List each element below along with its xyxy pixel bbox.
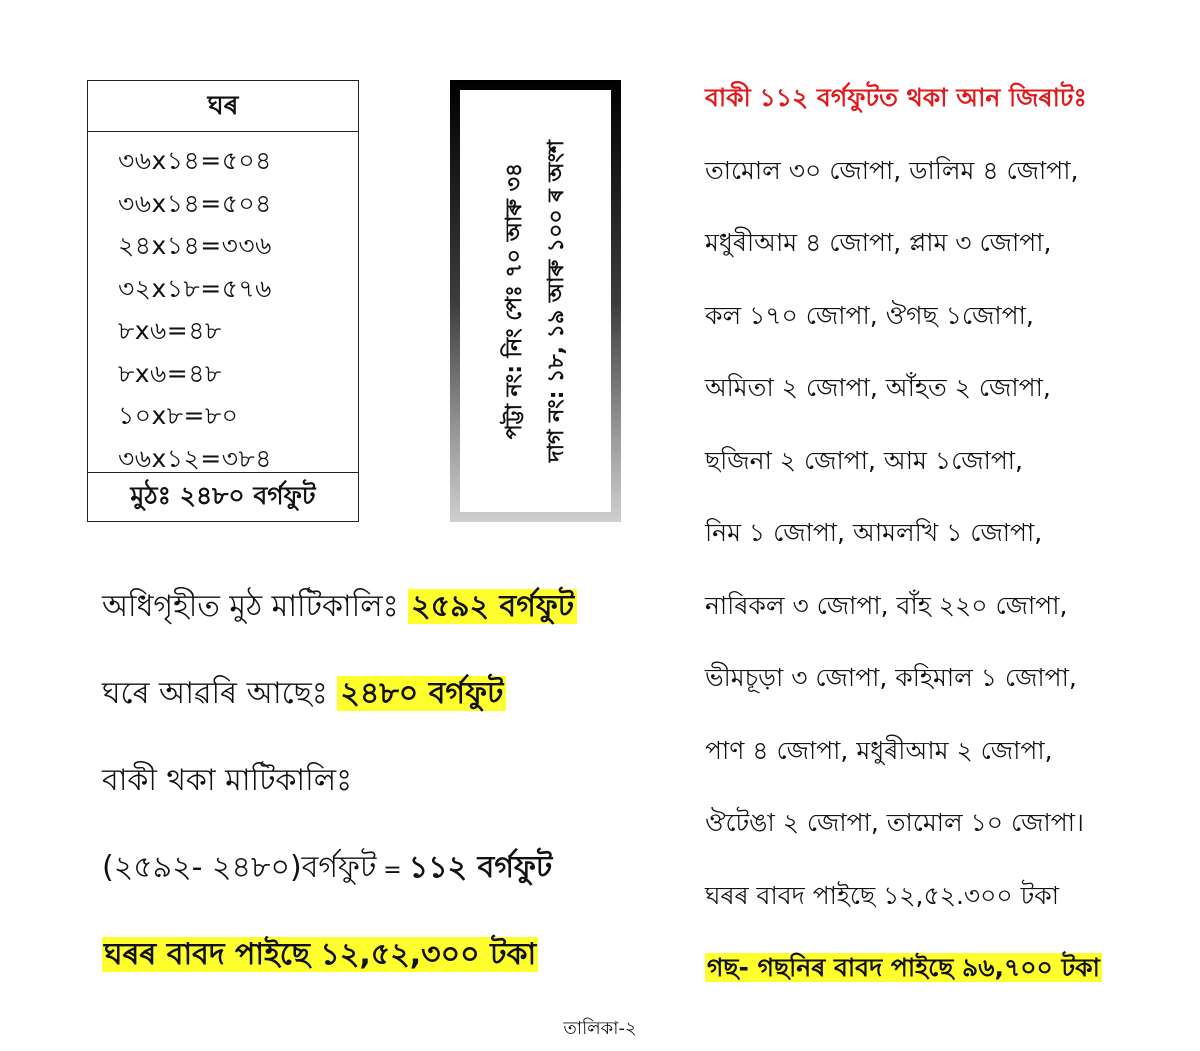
house-payment-line [102,937,622,972]
house-table-row: ২৪x১৪=৩৩৬ [118,231,272,260]
acquired-area-value: ২৫৯২ বৰ্গফুট [408,589,577,624]
trees-line: কল ১৭০ জোপা, ঔগছ ১জোপা, [705,300,1034,330]
tree-payment-line [705,950,1175,986]
plot-dag-line: দাগ নং: ১৮, ১৯ আৰু ১০০ ৰ অংশ [543,140,569,462]
remaining-area-calc [102,850,622,885]
calc-result: ১১২ বৰ্গফুট [408,850,553,885]
trees-line: তামোল ৩০ জোপা, ডালিম ৪ জোপা, [705,155,1079,185]
remaining-area-label: বাকী থকা মাটিকালিঃ [102,763,353,798]
plot-info-inner [460,90,611,512]
house-area-label: ঘৰে আৱৰি আছেঃ [102,676,328,711]
trees-line: পাণ ৪ জোপা, মধুৰীআম ২ জোপা, [705,735,1053,765]
house-table-row: ৮x৬=৪৮ [118,316,222,345]
house-table-row: ৩২x১৮=৫৭৬ [118,273,272,303]
plot-info-text [494,95,578,507]
trees-line: মধুৰীআম ৪ জোপা, প্লাম ৩ জোপা, [705,228,1052,257]
trees-line: ছজিনা ২ জোপা, আম ১জোপা, [705,445,1023,475]
house-table [87,80,359,522]
trees-line: নিম ১ জোপা, আমলখি ১ জোপা, [705,518,1043,547]
trees-line: অমিতা ২ জোপা, আঁহত ২ জোপা, [705,373,1051,402]
tree-payment-text: গছ- গছনিৰ বাবদ পাইছে ৯৬,৭০০ টকা [707,953,1100,982]
calc-expression: (২৫৯২- ২৪৮০) [102,850,302,885]
trees-line: ঔটেঙা ২ জোপা, তামোল ১০ জোপা। [705,808,1084,837]
house-table-row: ৩৬x১২=৩৮৪ [118,443,272,473]
trees-line: ভীমচূড়া ৩ জোপা, কহিমাল ১ জোপা, [705,663,1077,692]
acquired-area-line [102,589,622,624]
plot-patta-line: পট্টা নং: নিং পেঃ ৭০ আৰু ৩৪ [501,162,527,440]
house-table-total: মুঠঃ ২৪৮০ বৰ্গফুট [88,472,358,521]
table-caption: তালিকা-২ [563,1018,637,1039]
trees-list [705,80,1175,1023]
trees-heading: বাকী ১১২ বৰ্গফুটত থকা আন জিৰাটঃ [705,83,1087,112]
plot-info-box [450,80,621,522]
acquired-area-label: অধিগৃহীত মুঠ মাটিকালিঃ [102,589,399,624]
house-table-row: ১০x৮=৮০ [118,401,239,430]
house-payment-text: ঘৰৰ বাবদ পাইছে ১২,৫২,৩০০ টকা [104,937,537,972]
house-table-row: ৩৬x১৪=৫০৪ [118,188,272,218]
house-table-row: ৩৬x১৪=৫০৪ [118,146,272,175]
calc-unit: বৰ্গফুট [301,850,377,885]
trees-line: নাৰিকল ৩ জোপা, বাঁহ ২২০ জোপা, [705,590,1068,620]
house-payment-right: ঘৰৰ বাবদ পাইছে ১২,৫২.৩০০ টকা [705,880,1059,910]
house-table-row: ৮x৬=৪৮ [118,358,222,388]
house-table-header: ঘৰ [88,81,358,132]
house-area-line [102,676,622,711]
land-summary [102,590,622,1025]
house-table-rows [88,132,358,480]
calc-equals: = [376,858,409,883]
house-area-value: ২৪৮০ বৰ্গফুট [337,676,506,711]
